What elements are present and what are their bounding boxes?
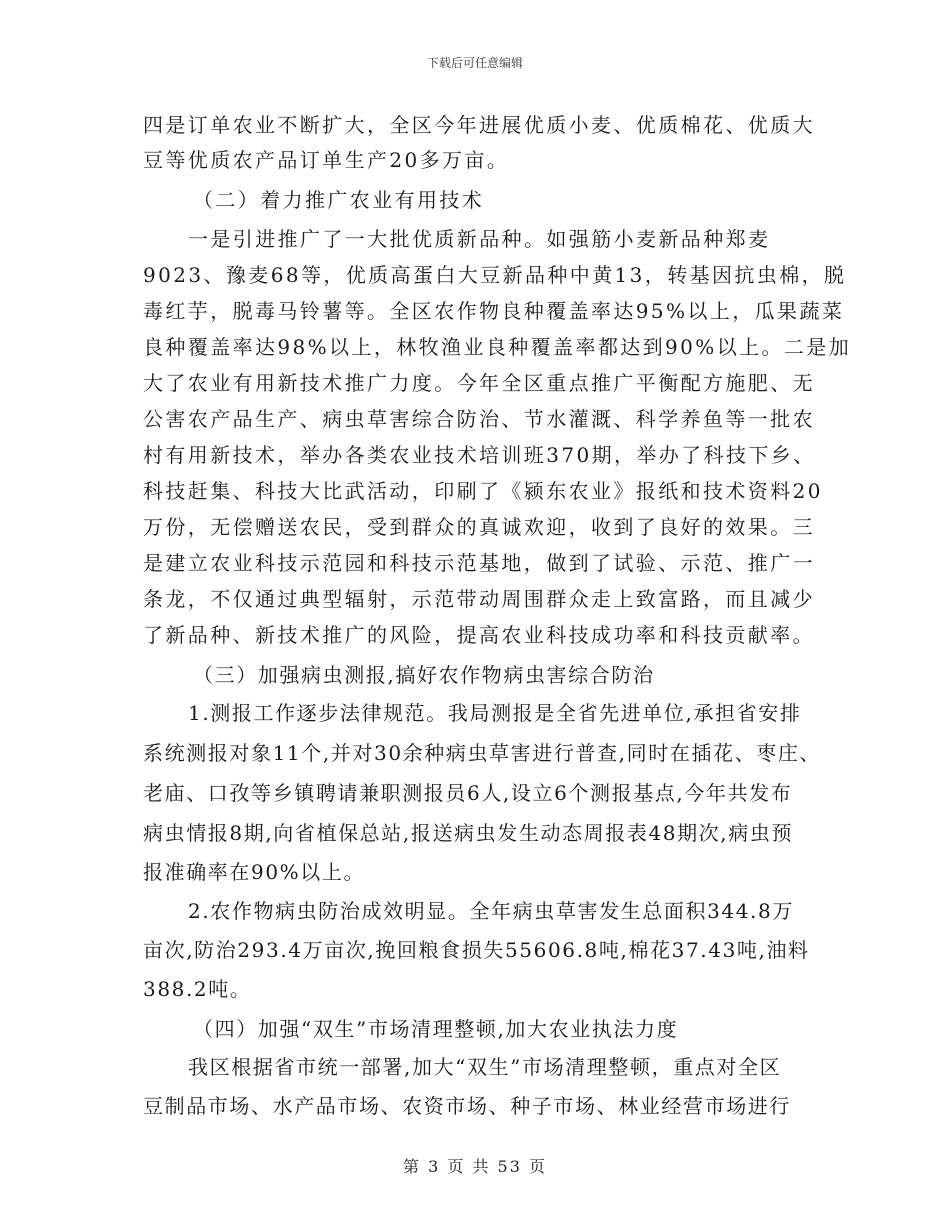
paragraph-line: 公害农产品生产、病虫草害综合防治、节水灌溉、科学养鱼等一批农 [143, 407, 815, 431]
paragraph-line: 豆制品市场、水产品市场、农资市场、种子市场、林业经营市场进行 [143, 1094, 791, 1118]
paragraph-line: 1.测报工作逐步法律规范。我局测报是全省先进单位,承担省安排 [188, 701, 802, 725]
paragraph-line: 条龙，不仅通过典型辐射，示范带动周围群众走上致富路，而且减少 [143, 587, 815, 611]
section-heading: （二）着力推广农业有用技术 [193, 188, 485, 212]
paragraph-line: 了新品种、新技术推广的风险，提高农业科技成功率和科技贡献率。 [143, 623, 815, 647]
paragraph-line: 四是订单农业不断扩大，全区今年进展优质小麦、优质棉花、优质大 [143, 113, 815, 137]
paragraph-line: 村有用新技术，举办各类农业技术培训班370期，举办了科技下乡、 [143, 443, 816, 467]
paragraph-line: 2.农作物病虫防治成效明显。全年病虫草害发生总面积344.8万 [188, 899, 794, 923]
section-heading: （四）加强“双生”市场清理整顿,加大农业执法力度 [193, 1017, 679, 1041]
paragraph-line: 良种覆盖率达98%以上，林牧渔业良种覆盖率都达到90%以上。二是加 [143, 335, 852, 359]
section-heading: （三）加强病虫测报,搞好农作物病虫害综合防治 [193, 663, 655, 687]
paragraph-line: 病虫情报8期,向省植保总站,报送病虫发生动态周报表48期次,病虫预 [143, 821, 794, 845]
paragraph-line: 9023、豫麦68等，优质高蛋白大豆新品种中黄13，转基因抗虫棉，脱 [143, 263, 847, 287]
paragraph-line: 豆等优质农产品订单生产20多万亩。 [143, 148, 510, 172]
paragraph-line: 系统测报对象11个,并对30余种病虫草害进行普查,同时在插花、枣庄、 [143, 741, 822, 765]
paragraph-line: 科技赶集、科技大比武活动，印刷了《颍东农业》报纸和技术资料20 [143, 479, 823, 503]
paragraph-line: 毒红芋，脱毒马铃薯等。全区农作物良种覆盖率达95%以上，瓜果蔬菜 [143, 299, 845, 323]
paragraph-line: 老庙、口孜等乡镇聘请兼职测报员6人,设立6个测报基点,今年共发布 [143, 781, 793, 805]
paragraph-line: 报准确率在90%以上。 [143, 860, 366, 884]
page-footer: 第 3 页 共 53 页 [403, 1157, 547, 1176]
paragraph-line: 一是引进推广了一大批优质新品种。如强筋小麦新品种郑麦 [188, 227, 771, 251]
page-header: 下载后可任意编辑 [426, 56, 523, 70]
paragraph-line: 亩次,防治293.4万亩次,挽回粮食损失55606.8吨,棉花37.43吨,油料 [143, 938, 810, 962]
paragraph-line: 我区根据省市统一部署,加大“双生”市场清理整顿，重点对全区 [188, 1055, 782, 1079]
paragraph-line: 388.2吨。 [143, 977, 252, 1001]
paragraph-line: 大了农业有用新技术推广力度。今年全区重点推广平衡配方施肥、无 [143, 371, 815, 395]
paragraph-line: 是建立农业科技示范园和科技示范基地，做到了试验、示范、推广一 [143, 551, 815, 575]
paragraph-line: 万份，无偿赠送农民，受到群众的真诚欢迎，收到了良好的效果。三 [143, 515, 815, 539]
